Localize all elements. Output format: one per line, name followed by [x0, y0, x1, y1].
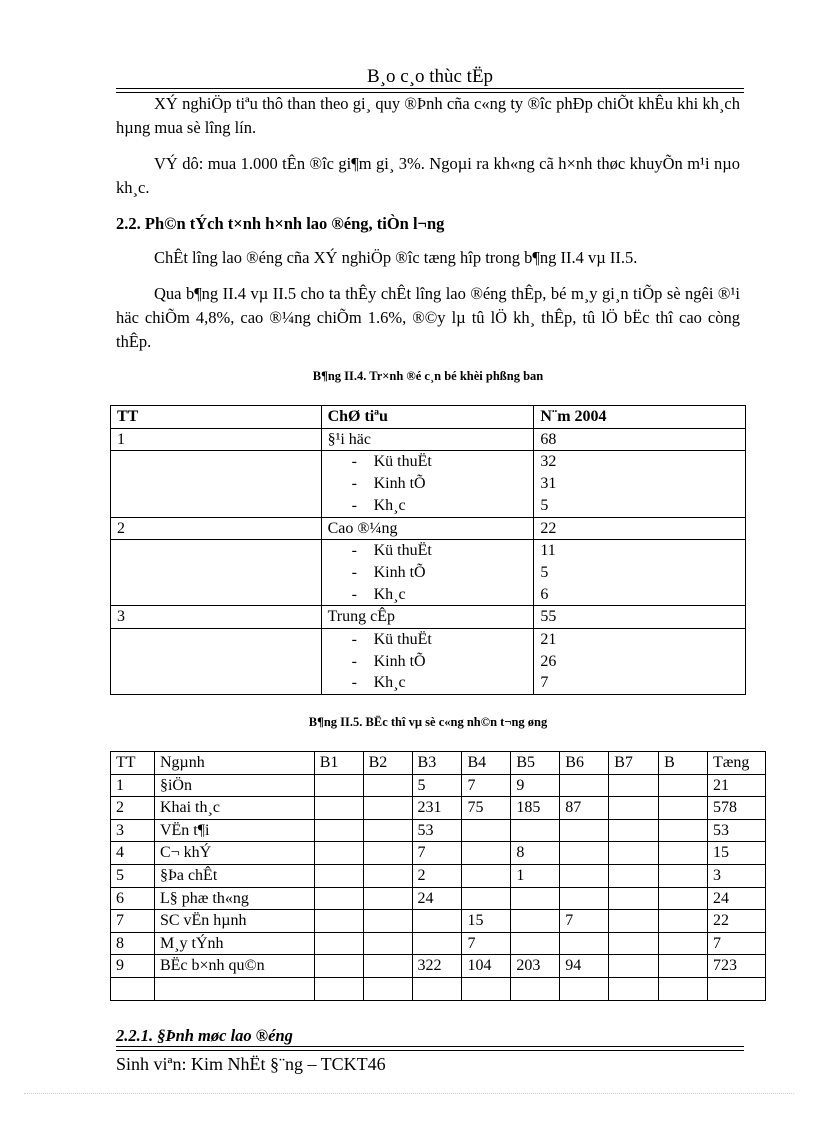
table-cell	[314, 774, 363, 797]
table-cell: 24	[412, 887, 462, 910]
table-cell	[511, 887, 560, 910]
table-cell	[659, 774, 708, 797]
table-cell	[609, 864, 659, 887]
empty-cell	[111, 451, 322, 473]
paragraph-analysis-text: Qua b¶ng II.4 vµ II.5 cho ta thÊy chÊt lîng lao ®éng thÊp, bé m¸y gi¸n tiÕp sè ngêi ®¹i häc chiÕm 4,8%, cao ®¼ng chiÕm 1.6%, ®©y lµ tû lÖ kh¸ thÊp, tû lÖ bËc thî cao còng thÊp.	[116, 284, 740, 351]
table-cell: §Þa chÊt	[154, 864, 314, 887]
sub-indicator-label: Kinh tÕ	[373, 563, 426, 581]
table-cell: 9	[511, 774, 560, 797]
sub-indicator-label: Kh¸c	[373, 585, 406, 603]
empty-cell	[111, 540, 322, 562]
empty-cell	[111, 672, 322, 694]
table-cell	[314, 864, 363, 887]
table-header-cell: B1	[314, 752, 363, 775]
sub-indicator-label: Kü thuËt	[373, 542, 432, 560]
value-cell: 7	[534, 672, 746, 694]
table-cell	[314, 910, 363, 933]
table-cell	[560, 887, 609, 910]
table-cell: 15	[462, 910, 511, 933]
table-subrow	[111, 672, 746, 694]
table-row	[111, 797, 766, 820]
table-cell	[609, 887, 659, 910]
table-subrow	[111, 629, 746, 651]
table-cell: 9	[111, 955, 155, 978]
table-cell	[560, 864, 609, 887]
indicator-cell: §¹i häc	[321, 428, 534, 451]
section-heading: 2.2. Ph©n tÝch t×nh h×nh lao ®éng, tiÒn l¬ng	[116, 214, 445, 233]
table-cell: 2	[111, 797, 155, 820]
table-cell	[609, 842, 659, 865]
table-cell: 3	[707, 864, 765, 887]
table-row	[111, 932, 766, 955]
table-cell: 723	[707, 955, 765, 978]
paragraph-example-text: VÝ dô: mua 1.000 tÊn ®îc gi¶m gi¸ 3%. Ngoµi ra kh«ng cã h×nh thøc khuyÕn m¹i nµo kh¸c.	[116, 154, 740, 197]
table-cell	[609, 819, 659, 842]
table-cell	[462, 977, 511, 1000]
table-cell	[363, 864, 412, 887]
value-cell: 26	[534, 651, 746, 673]
value-cell: 31	[534, 473, 746, 495]
table-cell	[659, 910, 708, 933]
table-cell: 15	[707, 842, 765, 865]
table-cell: 578	[707, 797, 765, 820]
worker-grade-table-body	[111, 752, 766, 1001]
sub-indicator-label: Kinh tÕ	[373, 652, 426, 670]
table-cell: 53	[707, 819, 765, 842]
table-header-cell: B2	[363, 752, 412, 775]
table-row	[111, 606, 746, 629]
table-cell: 4	[111, 842, 155, 865]
table-cell	[659, 887, 708, 910]
table-cell	[511, 819, 560, 842]
table-cell: 7	[412, 842, 462, 865]
table-header-cell: B5	[511, 752, 560, 775]
table-header-cell: TT	[111, 752, 155, 775]
table-cell	[707, 977, 765, 1000]
paragraph-labor-quality-text: ChÊt lîng lao ®éng cña XÝ nghiÖp ®îc tæng hîp trong b¶ng II.4 vµ II.5.	[154, 248, 638, 267]
table-cell: 5	[412, 774, 462, 797]
table-cell: 7	[560, 910, 609, 933]
row-number-cell: 1	[111, 428, 322, 451]
table-cell: C¬ khÝ	[154, 842, 314, 865]
table-subrow	[111, 540, 746, 562]
sub-indicator-cell	[321, 629, 534, 651]
value-cell: 11	[534, 540, 746, 562]
table-cell: 8	[111, 932, 155, 955]
table-cell: M¸y tÝnh	[154, 932, 314, 955]
table-cell: L§ phæ th«ng	[154, 887, 314, 910]
table-cell: 7	[707, 932, 765, 955]
table-cell: SC vËn hµnh	[154, 910, 314, 933]
table-cell	[511, 977, 560, 1000]
table-cell	[363, 774, 412, 797]
value-cell: 21	[534, 629, 746, 651]
table-cell: 231	[412, 797, 462, 820]
table-cell	[462, 842, 511, 865]
table-cell	[609, 910, 659, 933]
table-cell: Khai th¸c	[154, 797, 314, 820]
table-cell: 322	[412, 955, 462, 978]
table-cell	[314, 797, 363, 820]
value-cell: 68	[534, 428, 746, 451]
table-header-row	[111, 406, 746, 429]
table-cell	[511, 932, 560, 955]
table-cell	[314, 955, 363, 978]
table-cell: 87	[560, 797, 609, 820]
table-cell	[111, 977, 155, 1000]
table-cell: 3	[111, 819, 155, 842]
table-cell	[609, 955, 659, 978]
table-cell	[659, 819, 708, 842]
table-cell: 75	[462, 797, 511, 820]
value-cell: 32	[534, 451, 746, 473]
table-subrow	[111, 473, 746, 495]
dash-marker: -	[351, 631, 357, 649]
table-cell	[363, 910, 412, 933]
dash-marker: -	[351, 542, 357, 560]
table-row	[111, 977, 766, 1000]
dash-marker: -	[351, 652, 357, 670]
table-cell: VËn t¶i	[154, 819, 314, 842]
empty-cell	[111, 562, 322, 584]
table-cell	[609, 932, 659, 955]
sub-indicator-label: Kh¸c	[373, 674, 406, 692]
page-header-title: B¸o c¸o thùc tËp	[366, 66, 494, 87]
table-cell: §iÖn	[154, 774, 314, 797]
empty-cell	[111, 651, 322, 673]
sub-indicator-label: Kü thuËt	[373, 631, 432, 649]
table-cell	[412, 910, 462, 933]
table-cell: 2	[412, 864, 462, 887]
table-cell	[659, 977, 708, 1000]
table-cell: 5	[111, 864, 155, 887]
table-row	[111, 910, 766, 933]
paragraph-example	[116, 152, 740, 200]
table-cell	[609, 774, 659, 797]
sub-indicator-cell	[321, 672, 534, 694]
table-cell: 185	[511, 797, 560, 820]
table-cell: 1	[111, 774, 155, 797]
row-number-cell: 2	[111, 517, 322, 540]
sub-indicator-cell	[321, 584, 534, 606]
table-row	[111, 887, 766, 910]
sub-indicator-cell	[321, 540, 534, 562]
table-cell	[363, 977, 412, 1000]
table-cell	[659, 797, 708, 820]
table-row	[111, 774, 766, 797]
table-header-cell: N¨m 2004	[534, 406, 746, 429]
table-cell	[154, 977, 314, 1000]
table-cell	[363, 932, 412, 955]
table-cell: 53	[412, 819, 462, 842]
table-cell: 7	[111, 910, 155, 933]
empty-cell	[111, 629, 322, 651]
table-cell	[314, 887, 363, 910]
table-header-cell: B	[659, 752, 708, 775]
table-row	[111, 864, 766, 887]
sub-indicator-label: Kü thuËt	[373, 453, 432, 471]
sub-indicator-label: Kinh tÕ	[373, 475, 426, 493]
dash-marker: -	[351, 585, 357, 603]
table-cell: 104	[462, 955, 511, 978]
table-cell: 94	[560, 955, 609, 978]
sub-indicator-cell	[321, 495, 534, 517]
staff-qualification-table-body	[111, 406, 746, 695]
value-cell: 5	[534, 562, 746, 584]
table-cell: 203	[511, 955, 560, 978]
table-cell: 1	[511, 864, 560, 887]
paragraph-analysis	[116, 282, 740, 354]
table-cell	[462, 819, 511, 842]
table-subrow	[111, 584, 746, 606]
table-header-cell: TT	[111, 406, 322, 429]
table-row	[111, 517, 746, 540]
value-cell: 22	[534, 517, 746, 540]
value-cell: 6	[534, 584, 746, 606]
dash-marker: -	[351, 674, 357, 692]
paragraph-discount	[116, 92, 740, 140]
page-bottom-dotted-line	[24, 1093, 794, 1094]
table-row	[111, 819, 766, 842]
table-cell	[659, 864, 708, 887]
table-cell: 24	[707, 887, 765, 910]
subsection-heading: 2.2.1. §Þnh møc lao ®éng	[116, 1026, 293, 1045]
table-cell	[412, 932, 462, 955]
table-cell	[560, 819, 609, 842]
table-cell: 7	[462, 932, 511, 955]
table-cell	[659, 955, 708, 978]
table-cell: 22	[707, 910, 765, 933]
table-cell: 21	[707, 774, 765, 797]
table-header-cell: B4	[462, 752, 511, 775]
table-header-row	[111, 752, 766, 775]
table-cell	[511, 910, 560, 933]
table-cell	[462, 864, 511, 887]
indicator-cell: Trung cÊp	[321, 606, 534, 629]
sub-indicator-cell	[321, 562, 534, 584]
table-cell	[314, 932, 363, 955]
staff-qualification-table	[110, 405, 746, 695]
sub-indicator-cell	[321, 651, 534, 673]
table-subrow	[111, 651, 746, 673]
value-cell: 55	[534, 606, 746, 629]
table-cell	[462, 887, 511, 910]
worker-grade-table	[110, 751, 766, 1001]
empty-cell	[111, 473, 322, 495]
table-cell	[412, 977, 462, 1000]
table-header-cell: Tæng	[707, 752, 765, 775]
table-cell	[609, 977, 659, 1000]
table-subrow	[111, 562, 746, 584]
empty-cell	[111, 495, 322, 517]
dash-marker: -	[351, 475, 357, 493]
row-number-cell: 3	[111, 606, 322, 629]
paragraph-discount-text: XÝ nghiÖp tiªu thô than theo gi¸ quy ®Þnh cña c«ng ty ®îc phÐp chiÕt khÊu khi kh¸ch hµng mua sè lîng lín.	[116, 94, 740, 137]
sub-indicator-cell	[321, 473, 534, 495]
table-cell	[363, 955, 412, 978]
table-cell	[363, 819, 412, 842]
indicator-cell: Cao ®¼ng	[321, 517, 534, 540]
page-footer: Sinh viªn: Kim NhËt §¨ng – TCKT46	[116, 1054, 386, 1074]
table-cell: BËc b×nh qu©n	[154, 955, 314, 978]
table-cell	[363, 887, 412, 910]
table-header-cell: B6	[560, 752, 609, 775]
table2-caption: B¶ng II.5. BËc thî vµ sè c«ng nh©n t¬ng øng	[308, 715, 548, 729]
dash-marker: -	[351, 496, 357, 514]
table-cell	[314, 977, 363, 1000]
table-subrow	[111, 451, 746, 473]
table-cell	[659, 932, 708, 955]
table-header-cell: Ngµnh	[154, 752, 314, 775]
empty-cell	[111, 584, 322, 606]
table-cell	[363, 842, 412, 865]
table-cell	[314, 819, 363, 842]
table-cell	[560, 842, 609, 865]
dash-marker: -	[351, 563, 357, 581]
table-cell	[314, 842, 363, 865]
table-header-cell: B3	[412, 752, 462, 775]
table-cell: 7	[462, 774, 511, 797]
table-cell	[560, 932, 609, 955]
table-cell	[363, 797, 412, 820]
table-row	[111, 955, 766, 978]
table-cell	[560, 977, 609, 1000]
table-cell: 8	[511, 842, 560, 865]
table-cell	[659, 842, 708, 865]
sub-indicator-label: Kh¸c	[373, 496, 406, 514]
table-row	[111, 428, 746, 451]
table-header-cell: ChØ tiªu	[321, 406, 534, 429]
footer-double-rule	[116, 1046, 744, 1051]
table-subrow	[111, 495, 746, 517]
table1-caption: B¶ng II.4. Tr×nh ®é c¸n bé khèi phßng ban	[312, 369, 544, 383]
sub-indicator-cell	[321, 451, 534, 473]
table-row	[111, 842, 766, 865]
value-cell: 5	[534, 495, 746, 517]
table-cell	[609, 797, 659, 820]
paragraph-labor-quality	[116, 246, 740, 270]
table-cell: 6	[111, 887, 155, 910]
dash-marker: -	[351, 453, 357, 471]
table-cell	[560, 774, 609, 797]
table-header-cell: B7	[609, 752, 659, 775]
